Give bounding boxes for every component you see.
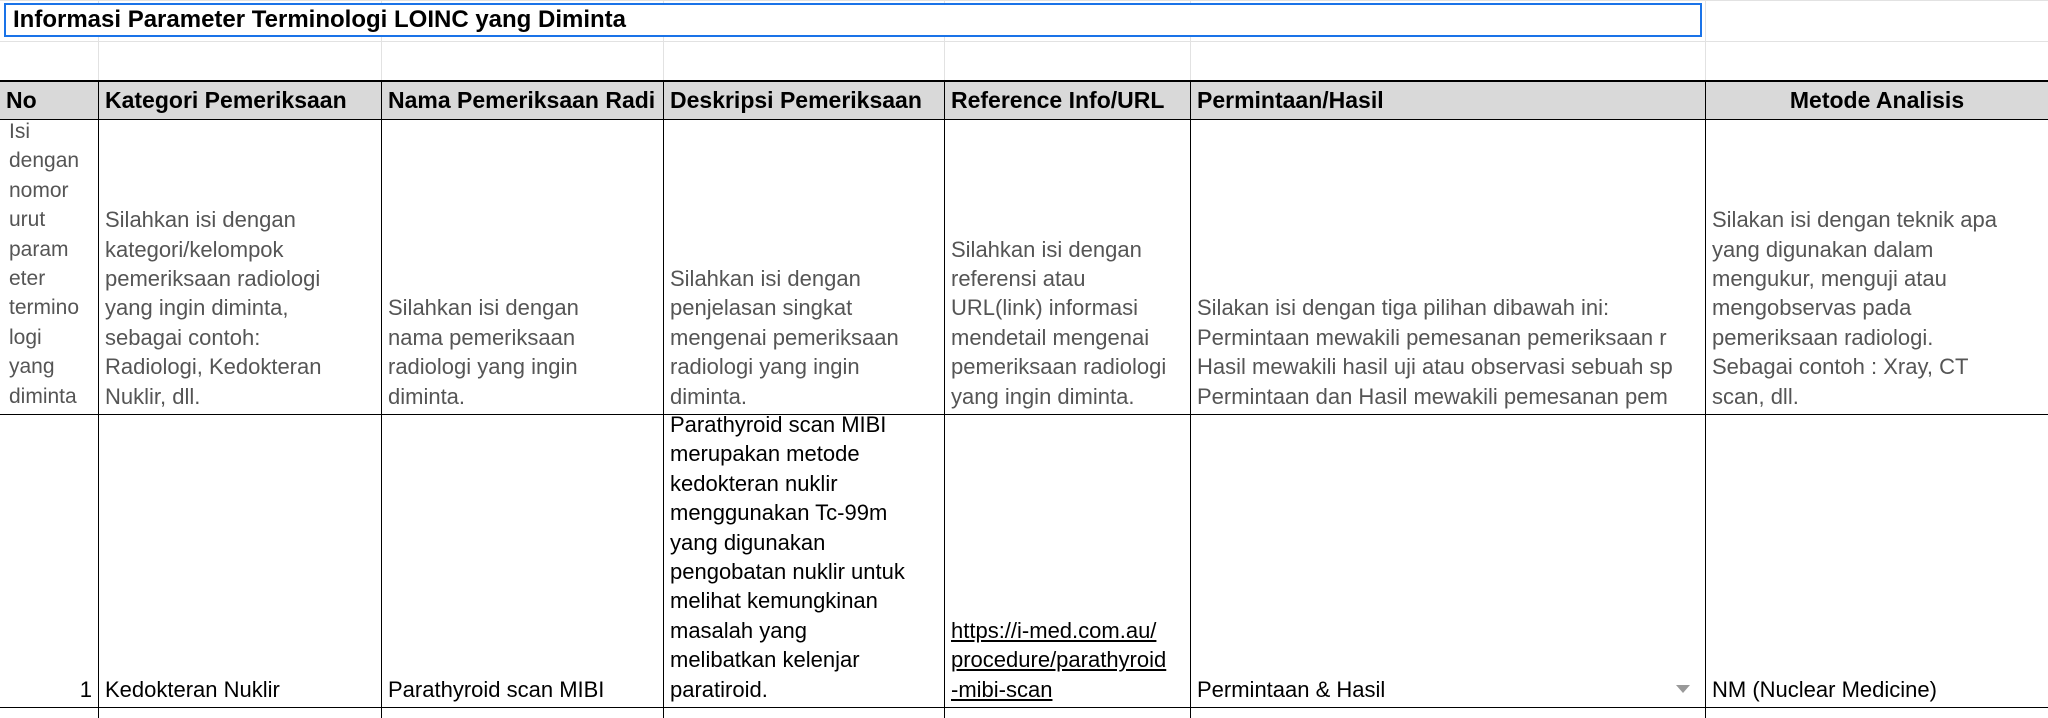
gridline xyxy=(1705,0,1706,80)
header-reference[interactable] xyxy=(945,80,1191,120)
gridline xyxy=(1705,708,1706,718)
header-label: Nama Pemeriksaan Radi xyxy=(388,87,656,113)
instruction-reference[interactable] xyxy=(945,120,1191,414)
row1-nama[interactable] xyxy=(382,415,664,707)
reference-link[interactable]: https://i-med.com.au/ procedure/parathyroid -mibi-scan xyxy=(951,617,1167,702)
header-label: Reference Info/URL xyxy=(951,87,1165,113)
header-label: Deskripsi Pemeriksaan xyxy=(670,87,922,113)
cell-text: Isi dengan nomor urut param eter termino logi yang diminta xyxy=(9,120,80,408)
gridline xyxy=(0,0,2048,1)
instruction-permintaan[interactable] xyxy=(1191,120,1706,414)
instruction-nama[interactable] xyxy=(382,120,664,414)
header-nama[interactable] xyxy=(382,80,664,120)
cell-text: Silakan isi dengan teknik apa yang digunakan dalam mengukur, menguji atau mengobservas pada pemeriksaan radiologi. Sebagai contoh : Xray, CT scan, dll. xyxy=(1712,207,1997,409)
cell-text: 1 xyxy=(79,676,92,702)
cell-text: Parathyroid scan MIBI merupakan metode kedokteran nuklir menggunakan Tc-99m yang digunakan pengobatan nuklir untuk melihat kemungkinan masalah yang melibatkan kelenjar paratiroid. xyxy=(670,415,905,702)
instruction-no[interactable] xyxy=(0,120,99,414)
header-permintaan[interactable] xyxy=(1191,80,1706,120)
cell-text: Kedokteran Nuklir xyxy=(105,676,280,702)
gridline xyxy=(381,708,382,718)
row-divider xyxy=(0,707,2048,708)
sheet-title-cell[interactable] xyxy=(4,3,1702,37)
header-kategori[interactable] xyxy=(99,80,382,120)
header-no[interactable] xyxy=(0,80,99,120)
gridline xyxy=(0,41,2048,42)
chevron-down-icon[interactable] xyxy=(1676,685,1690,693)
gridline xyxy=(663,708,664,718)
row1-permintaan-dropdown[interactable] xyxy=(1191,415,1706,707)
row1-deskripsi[interactable] xyxy=(664,415,945,707)
row1-no[interactable] xyxy=(0,415,99,707)
cell-text: Silahkan isi dengan kategori/kelompok pemeriksaan radiologi yang ingin diminta, sebagai contoh: Radiologi, Kedokteran Nuklir, dll. xyxy=(105,207,322,409)
cell-text: Silahkan isi dengan referensi atau URL(link) informasi mendetail mengenai pemeriksaan radiologi yang ingin diminta. xyxy=(951,236,1167,409)
cell-text: Permintaan & Hasil xyxy=(1197,676,1386,702)
row1-reference[interactable] xyxy=(945,415,1191,707)
gridline xyxy=(1190,708,1191,718)
gridline xyxy=(98,708,99,718)
cell-text: Silahkan isi dengan penjelasan singkat mengenai pemeriksaan radiologi yang ingin diminta. xyxy=(670,265,899,409)
instruction-deskripsi[interactable] xyxy=(664,120,945,414)
instruction-metode[interactable] xyxy=(1706,120,2048,414)
sheet-title: Informasi Parameter Terminologi LOINC yang Diminta xyxy=(13,6,627,33)
cell-text: Silakan isi dengan tiga pilihan dibawah ini: Permintaan mewakili pemesanan pemeriksaan r Hasil mewakili hasil uji atau observasi sebuah sp Permintaan dan Hasil mewakili pemesanan pem xyxy=(1197,295,1673,409)
instruction-kategori[interactable] xyxy=(99,120,382,414)
row1-kategori[interactable] xyxy=(99,415,382,707)
header-deskripsi[interactable] xyxy=(664,80,945,120)
header-label: Metode Analisis xyxy=(1789,87,1965,113)
row1-metode[interactable] xyxy=(1706,415,2048,707)
cell-text: NM (Nuclear Medicine) xyxy=(1712,676,1937,702)
gridline xyxy=(944,708,945,718)
header-metode[interactable] xyxy=(1706,80,2048,120)
cell-text: Silahkan isi dengan nama pemeriksaan radiologi yang ingin diminta. xyxy=(388,295,579,409)
header-label: Permintaan/Hasil xyxy=(1197,87,1384,113)
header-label: Kategori Pemeriksaan xyxy=(105,87,347,113)
header-label: No xyxy=(6,87,37,113)
cell-text: Parathyroid scan MIBI xyxy=(388,676,605,702)
